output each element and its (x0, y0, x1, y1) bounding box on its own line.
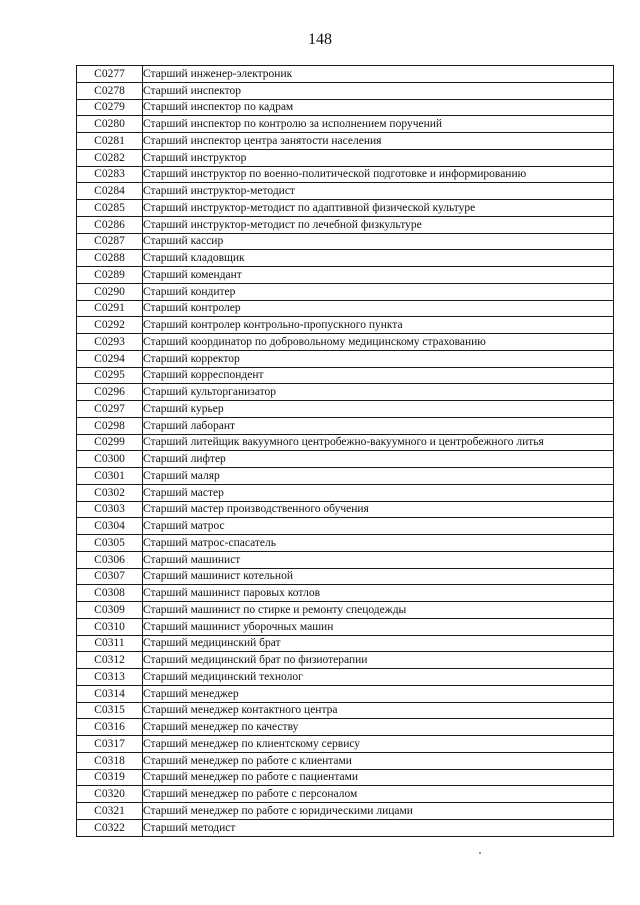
occupation-title: Старший кладовщик (143, 250, 614, 267)
table-row (77, 752, 614, 769)
occupation-title: Старший корректор (143, 350, 614, 367)
occupation-code: С0302 (77, 484, 143, 501)
table-row (77, 116, 614, 133)
occupation-code: С0295 (77, 367, 143, 384)
occupation-code: С0312 (77, 652, 143, 669)
occupation-code: С0311 (77, 635, 143, 652)
occupation-code: С0290 (77, 283, 143, 300)
occupation-code: С0277 (77, 66, 143, 83)
occupation-title: Старший кассир (143, 233, 614, 250)
occupation-title: Старший методист (143, 819, 614, 836)
occupation-code: С0319 (77, 769, 143, 786)
occupation-code: С0301 (77, 468, 143, 485)
occupation-title: Старший контролер контрольно-пропускного пункта (143, 317, 614, 334)
occupation-title: Старший контролер (143, 300, 614, 317)
occupation-title: Старший кондитер (143, 283, 614, 300)
page-number: 148 (308, 31, 332, 48)
occupation-code: С0289 (77, 267, 143, 284)
occupation-title: Старший матрос (143, 518, 614, 535)
occupation-title: Старший медицинский брат (143, 635, 614, 652)
occupation-code: С0306 (77, 551, 143, 568)
table-row (77, 367, 614, 384)
table-row (77, 384, 614, 401)
occupation-code: С0304 (77, 518, 143, 535)
table-row (77, 518, 614, 535)
table-row (77, 334, 614, 351)
occupation-title: Старший медицинский технолог (143, 669, 614, 686)
occupation-title: Старший инженер-электроник (143, 66, 614, 83)
occupation-title: Старший лифтер (143, 451, 614, 468)
occupation-code: С0286 (77, 216, 143, 233)
occupation-code: С0291 (77, 300, 143, 317)
scan-speck (479, 852, 481, 854)
table-row (77, 401, 614, 418)
table-row (77, 702, 614, 719)
table-row (77, 300, 614, 317)
table-row (77, 803, 614, 820)
table-row (77, 417, 614, 434)
occupation-code: С0280 (77, 116, 143, 133)
occupation-title: Старший менеджер по работе с пациентами (143, 769, 614, 786)
table-row (77, 786, 614, 803)
table-row (77, 99, 614, 116)
table-row (77, 819, 614, 836)
occupation-code: С0322 (77, 819, 143, 836)
occupation-code: С0318 (77, 752, 143, 769)
table-row (77, 652, 614, 669)
occupation-code: С0303 (77, 501, 143, 518)
occupation-code: С0287 (77, 233, 143, 250)
table-row (77, 434, 614, 451)
table-row (77, 568, 614, 585)
occupation-code: С0315 (77, 702, 143, 719)
occupation-title: Старший машинист котельной (143, 568, 614, 585)
table-row (77, 618, 614, 635)
occupation-title: Старший менеджер по работе с персоналом (143, 786, 614, 803)
occupation-title: Старший медицинский брат по физиотерапии (143, 652, 614, 669)
table-row (77, 585, 614, 602)
occupation-code: С0294 (77, 350, 143, 367)
table-row (77, 350, 614, 367)
occupation-title: Старший машинист (143, 551, 614, 568)
table-row (77, 484, 614, 501)
occupation-title: Старший инспектор центра занятости населения (143, 133, 614, 150)
occupation-code: С0281 (77, 133, 143, 150)
occupation-title: Старший инспектор по кадрам (143, 99, 614, 116)
occupation-title: Старший мастер производственного обучения (143, 501, 614, 518)
occupation-title: Старший инспектор по контролю за исполнением поручений (143, 116, 614, 133)
occupation-code: С0305 (77, 535, 143, 552)
occupation-title: Старший менеджер (143, 685, 614, 702)
table-body (77, 66, 614, 837)
occupation-code: С0279 (77, 99, 143, 116)
occupation-title: Старший инструктор (143, 149, 614, 166)
table-row (77, 501, 614, 518)
occupation-code: С0299 (77, 434, 143, 451)
occupation-title: Старший корреспондент (143, 367, 614, 384)
occupation-title: Старший машинист паровых котлов (143, 585, 614, 602)
occupation-title: Старший инспектор (143, 82, 614, 99)
occupation-code: С0297 (77, 401, 143, 418)
table-row (77, 250, 614, 267)
table-row (77, 133, 614, 150)
occupation-code: С0293 (77, 334, 143, 351)
table-row (77, 166, 614, 183)
occupation-title: Старший культорганизатор (143, 384, 614, 401)
occupation-title: Старший менеджер по клиентскому сервису (143, 736, 614, 753)
occupation-code: С0278 (77, 82, 143, 99)
occupation-code: С0292 (77, 317, 143, 334)
occupation-code: С0285 (77, 200, 143, 217)
occupation-title: Старший машинист по стирке и ремонту спецодежды (143, 602, 614, 619)
occupation-code: С0313 (77, 669, 143, 686)
occupation-code: С0307 (77, 568, 143, 585)
occupation-title: Старший координатор по добровольному медицинскому страхованию (143, 334, 614, 351)
occupation-title: Старший менеджер контактного центра (143, 702, 614, 719)
occupation-code: С0283 (77, 166, 143, 183)
table-row (77, 669, 614, 686)
occupation-code: С0284 (77, 183, 143, 200)
occupation-code: С0296 (77, 384, 143, 401)
table-row (77, 317, 614, 334)
table-row (77, 82, 614, 99)
table-row (77, 149, 614, 166)
table-row (77, 535, 614, 552)
occupation-code: С0310 (77, 618, 143, 635)
occupation-code: С0314 (77, 685, 143, 702)
occupation-title: Старший машинист уборочных машин (143, 618, 614, 635)
table-row (77, 468, 614, 485)
table-row (77, 635, 614, 652)
occupation-title: Старший инструктор-методист (143, 183, 614, 200)
occupation-codes-table (76, 65, 614, 837)
table-row (77, 183, 614, 200)
occupation-title: Старший инструктор-методист по лечебной физкультуре (143, 216, 614, 233)
table-row (77, 551, 614, 568)
occupation-title: Старший инструктор по военно-политической подготовке и информированию (143, 166, 614, 183)
occupation-code: С0321 (77, 803, 143, 820)
occupation-title: Старший менеджер по качеству (143, 719, 614, 736)
occupation-title: Старший курьер (143, 401, 614, 418)
table-row (77, 267, 614, 284)
occupation-code: С0316 (77, 719, 143, 736)
table-row (77, 66, 614, 83)
occupation-code: С0320 (77, 786, 143, 803)
occupation-code: С0317 (77, 736, 143, 753)
table-row (77, 233, 614, 250)
occupation-title: Старший лаборант (143, 417, 614, 434)
occupation-title: Старший менеджер по работе с клиентами (143, 752, 614, 769)
occupation-title: Старший матрос-спасатель (143, 535, 614, 552)
occupation-code: С0308 (77, 585, 143, 602)
occupation-code: С0298 (77, 417, 143, 434)
occupation-code: С0309 (77, 602, 143, 619)
occupation-title: Старший менеджер по работе с юридическими лицами (143, 803, 614, 820)
table-row (77, 283, 614, 300)
table-row (77, 769, 614, 786)
occupation-title: Старший литейщик вакуумного центробежно-вакуумного и центробежного литья (143, 434, 614, 451)
occupation-title: Старший комендант (143, 267, 614, 284)
table-row (77, 685, 614, 702)
table-row (77, 719, 614, 736)
occupation-title: Старший маляр (143, 468, 614, 485)
occupation-code: С0288 (77, 250, 143, 267)
table-row (77, 736, 614, 753)
table-row (77, 216, 614, 233)
occupation-code: С0300 (77, 451, 143, 468)
table-row (77, 602, 614, 619)
occupation-code: С0282 (77, 149, 143, 166)
occupation-title: Старший мастер (143, 484, 614, 501)
table-row (77, 200, 614, 217)
occupation-title: Старший инструктор-методист по адаптивной физической культуре (143, 200, 614, 217)
table-row (77, 451, 614, 468)
